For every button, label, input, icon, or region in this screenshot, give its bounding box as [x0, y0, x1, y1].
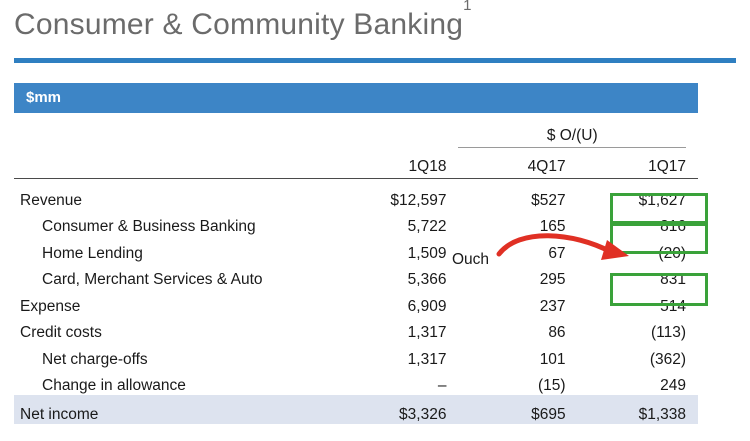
column-header-4q17: 4Q17 [458, 148, 577, 179]
row-value-1q17: 514 [660, 297, 686, 315]
row-value-1q18: 1,317 [407, 324, 447, 341]
row-value-1q18: 1,509 [407, 244, 447, 262]
row-value-1q17: 816 [660, 218, 686, 235]
row-label: Card, Merchant Services & Auto [42, 271, 263, 288]
row-value-1q18: – [437, 377, 447, 394]
row-value-4q17: $527 [531, 191, 566, 209]
row-value-1q18: 5,366 [407, 271, 447, 288]
page-title-footnote: 1 [463, 0, 472, 15]
column-header-1q18: 1Q18 [337, 148, 459, 179]
row-label: Revenue [20, 191, 83, 209]
row-label: Credit costs [20, 324, 102, 341]
column-header-1q17: 1Q17 [578, 148, 698, 179]
page-title [14, 0, 472, 42]
ouch-annotation-label: Ouch [452, 251, 490, 268]
title-divider [14, 58, 736, 63]
row-value-1q18: 6,909 [407, 297, 447, 315]
page-title-text: Consumer & Community Banking [14, 8, 464, 41]
row-value-4q17: (15) [537, 377, 566, 394]
group-header-ou-cell [458, 122, 698, 148]
row-value-4q17: 237 [539, 297, 566, 315]
row-value-1q18: $3,326 [399, 406, 447, 423]
row-value-1q17: (20) [658, 244, 686, 262]
row-label: Change in allowance [42, 377, 186, 394]
row-label: Net charge-offs [42, 350, 148, 368]
row-value-4q17: 101 [539, 350, 566, 368]
table-row [14, 263, 698, 290]
row-value-4q17: 67 [548, 244, 566, 262]
row-value-1q17: $1,627 [638, 191, 686, 209]
table-row [14, 342, 698, 369]
row-value-1q17: 249 [660, 377, 686, 394]
group-header-ou-label: $ O/(U) [546, 127, 598, 144]
group-header-blank [337, 122, 459, 148]
row-value-1q18: 1,317 [407, 350, 447, 368]
row-value-4q17: $695 [531, 406, 566, 423]
row-value-1q18: 5,722 [407, 218, 447, 235]
row-label: Home Lending [42, 244, 143, 262]
table-row [14, 183, 698, 210]
table-group-header-row [14, 122, 698, 148]
unit-label: $mm [26, 89, 62, 106]
row-value-4q17: 86 [548, 324, 566, 341]
column-header-label [14, 148, 337, 179]
row-value-1q17: (362) [649, 350, 686, 368]
group-header-ou-underline [458, 127, 686, 148]
row-value-1q18: $12,597 [390, 191, 447, 209]
row-label: Net income [20, 406, 99, 423]
row-value-4q17: 295 [539, 271, 566, 288]
table-row [14, 289, 698, 316]
table-row [14, 369, 698, 396]
table-row [14, 210, 698, 237]
row-label: Consumer & Business Banking [42, 218, 256, 235]
row-value-1q17: 831 [660, 271, 686, 288]
table-row [14, 316, 698, 343]
financials-table [14, 122, 698, 424]
table-row [14, 236, 698, 263]
row-value-1q17: (113) [650, 324, 686, 341]
row-value-1q17: $1,338 [638, 406, 686, 423]
unit-header-bar [14, 83, 698, 113]
row-label: Expense [20, 297, 81, 315]
group-header-spacer [14, 122, 337, 148]
table-total-row [14, 395, 698, 424]
table-column-header-row [14, 148, 698, 179]
row-value-4q17: 165 [539, 218, 566, 235]
